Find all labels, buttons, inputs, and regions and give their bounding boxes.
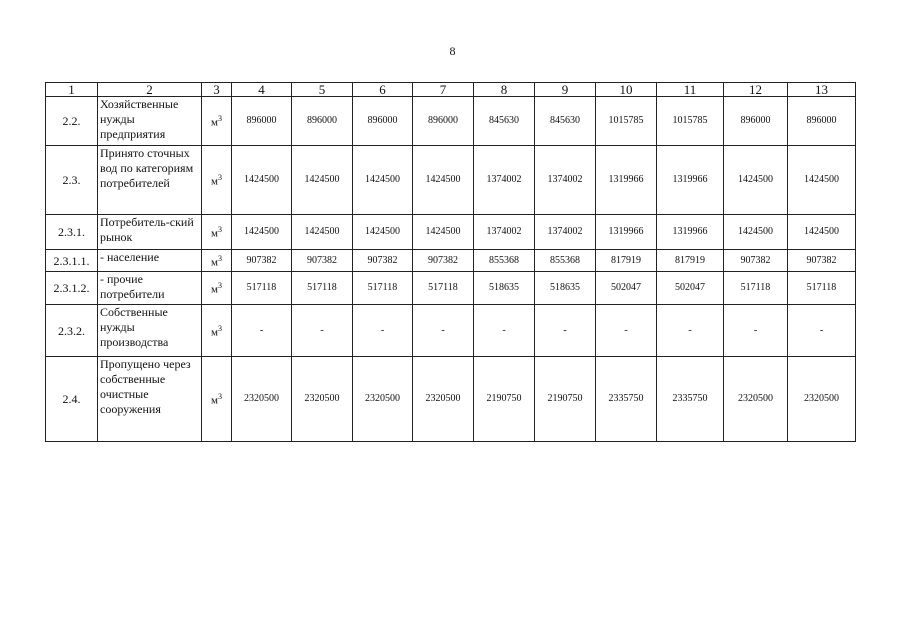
value-cell: 1319966 xyxy=(596,215,657,250)
column-header: 9 xyxy=(535,83,596,97)
data-table xyxy=(45,82,856,442)
row-unit xyxy=(202,146,232,215)
column-header: 6 xyxy=(353,83,413,97)
value-cell: 1319966 xyxy=(657,215,724,250)
unit-exponent: 3 xyxy=(217,225,222,235)
value-cell: 845630 xyxy=(535,97,596,146)
unit-exponent: 3 xyxy=(217,281,222,291)
unit-exponent: 3 xyxy=(217,114,222,124)
value-cell: 907382 xyxy=(292,250,353,272)
value-cell: 896000 xyxy=(353,97,413,146)
value-cell: 517118 xyxy=(788,272,856,305)
value-cell: 907382 xyxy=(353,250,413,272)
value-cell: 896000 xyxy=(788,97,856,146)
table-row xyxy=(46,272,856,305)
value-cell: 2320500 xyxy=(353,357,413,442)
value-cell: 817919 xyxy=(657,250,724,272)
header-row xyxy=(46,83,856,97)
value-cell: 855368 xyxy=(535,250,596,272)
table-row xyxy=(46,305,856,357)
value-cell: 1319966 xyxy=(657,146,724,215)
value-cell: 2320500 xyxy=(232,357,292,442)
unit-exponent: 3 xyxy=(217,323,222,333)
unit-base: м xyxy=(211,227,218,240)
unit-base: м xyxy=(211,175,218,188)
row-name: Принято сточных вод по категориям потребителей xyxy=(98,146,202,215)
value-cell: 855368 xyxy=(474,250,535,272)
value-cell: 1424500 xyxy=(788,146,856,215)
value-cell: 1424500 xyxy=(724,146,788,215)
row-unit xyxy=(202,272,232,305)
value-cell: 845630 xyxy=(474,97,535,146)
value-cell: 1424500 xyxy=(413,215,474,250)
row-code: 2.3.2. xyxy=(46,305,98,357)
column-header: 5 xyxy=(292,83,353,97)
unit-exponent: 3 xyxy=(217,253,222,263)
table-row xyxy=(46,215,856,250)
value-cell: - xyxy=(596,305,657,357)
value-cell: 2190750 xyxy=(535,357,596,442)
table-row xyxy=(46,250,856,272)
value-cell: 2190750 xyxy=(474,357,535,442)
value-cell: - xyxy=(413,305,474,357)
row-code: 2.3.1.2. xyxy=(46,272,98,305)
value-cell: 1424500 xyxy=(724,215,788,250)
value-cell: 502047 xyxy=(657,272,724,305)
row-code: 2.4. xyxy=(46,357,98,442)
column-header: 10 xyxy=(596,83,657,97)
row-code: 2.3.1. xyxy=(46,215,98,250)
value-cell: 2335750 xyxy=(596,357,657,442)
value-cell: 1424500 xyxy=(292,146,353,215)
row-unit xyxy=(202,305,232,357)
value-cell: 1424500 xyxy=(292,215,353,250)
table-row xyxy=(46,97,856,146)
value-cell: 896000 xyxy=(292,97,353,146)
row-name: Собственные нужды производства xyxy=(98,305,202,357)
value-cell: 1374002 xyxy=(535,146,596,215)
value-cell: 517118 xyxy=(353,272,413,305)
value-cell: - xyxy=(788,305,856,357)
row-name: Хозяйственные нужды предприятия xyxy=(98,97,202,146)
unit-base: м xyxy=(211,326,218,339)
value-cell: 1015785 xyxy=(657,97,724,146)
row-unit xyxy=(202,97,232,146)
value-cell: 896000 xyxy=(724,97,788,146)
value-cell: 907382 xyxy=(788,250,856,272)
row-name: Пропущено через собственные очистные сооружения xyxy=(98,357,202,442)
value-cell: 1319966 xyxy=(596,146,657,215)
unit-base: м xyxy=(211,116,218,129)
value-cell: 1424500 xyxy=(232,215,292,250)
value-cell: - xyxy=(292,305,353,357)
value-cell: 517118 xyxy=(413,272,474,305)
value-cell: - xyxy=(724,305,788,357)
value-cell: 817919 xyxy=(596,250,657,272)
row-unit xyxy=(202,215,232,250)
value-cell: 502047 xyxy=(596,272,657,305)
value-cell: 2320500 xyxy=(724,357,788,442)
value-cell: 1424500 xyxy=(788,215,856,250)
value-cell: - xyxy=(657,305,724,357)
row-code: 2.3. xyxy=(46,146,98,215)
value-cell: 2320500 xyxy=(292,357,353,442)
column-header: 12 xyxy=(724,83,788,97)
table-row xyxy=(46,357,856,442)
value-cell: 517118 xyxy=(724,272,788,305)
value-cell: 517118 xyxy=(292,272,353,305)
value-cell: 1374002 xyxy=(474,146,535,215)
column-header: 13 xyxy=(788,83,856,97)
value-cell: 2320500 xyxy=(788,357,856,442)
unit-exponent: 3 xyxy=(217,392,222,402)
value-cell: 1015785 xyxy=(596,97,657,146)
value-cell: 2320500 xyxy=(413,357,474,442)
row-name: - прочие потребители xyxy=(98,272,202,305)
value-cell: 896000 xyxy=(413,97,474,146)
column-header: 4 xyxy=(232,83,292,97)
row-unit xyxy=(202,357,232,442)
row-name: Потребитель-ский рынок xyxy=(98,215,202,250)
column-header: 11 xyxy=(657,83,724,97)
value-cell: 2335750 xyxy=(657,357,724,442)
value-cell: 896000 xyxy=(232,97,292,146)
value-cell: 517118 xyxy=(232,272,292,305)
column-header: 7 xyxy=(413,83,474,97)
row-code: 2.3.1.1. xyxy=(46,250,98,272)
value-cell: 1424500 xyxy=(353,215,413,250)
value-cell: 907382 xyxy=(232,250,292,272)
column-header: 1 xyxy=(46,83,98,97)
value-cell: - xyxy=(353,305,413,357)
unit-base: м xyxy=(211,283,218,296)
value-cell: 518635 xyxy=(535,272,596,305)
unit-base: м xyxy=(211,256,218,269)
value-cell: 1424500 xyxy=(413,146,474,215)
row-unit xyxy=(202,250,232,272)
column-header: 3 xyxy=(202,83,232,97)
table-row xyxy=(46,146,856,215)
value-cell: 518635 xyxy=(474,272,535,305)
column-header: 2 xyxy=(98,83,202,97)
page-number: 8 xyxy=(449,44,456,58)
value-cell: - xyxy=(535,305,596,357)
value-cell: - xyxy=(232,305,292,357)
row-code: 2.2. xyxy=(46,97,98,146)
value-cell: 1374002 xyxy=(535,215,596,250)
value-cell: 1424500 xyxy=(353,146,413,215)
column-header: 8 xyxy=(474,83,535,97)
row-name: - население xyxy=(98,250,202,272)
value-cell: 907382 xyxy=(413,250,474,272)
value-cell: 1424500 xyxy=(232,146,292,215)
value-cell: 1374002 xyxy=(474,215,535,250)
unit-exponent: 3 xyxy=(217,173,222,183)
unit-base: м xyxy=(211,394,218,407)
value-cell: - xyxy=(474,305,535,357)
value-cell: 907382 xyxy=(724,250,788,272)
